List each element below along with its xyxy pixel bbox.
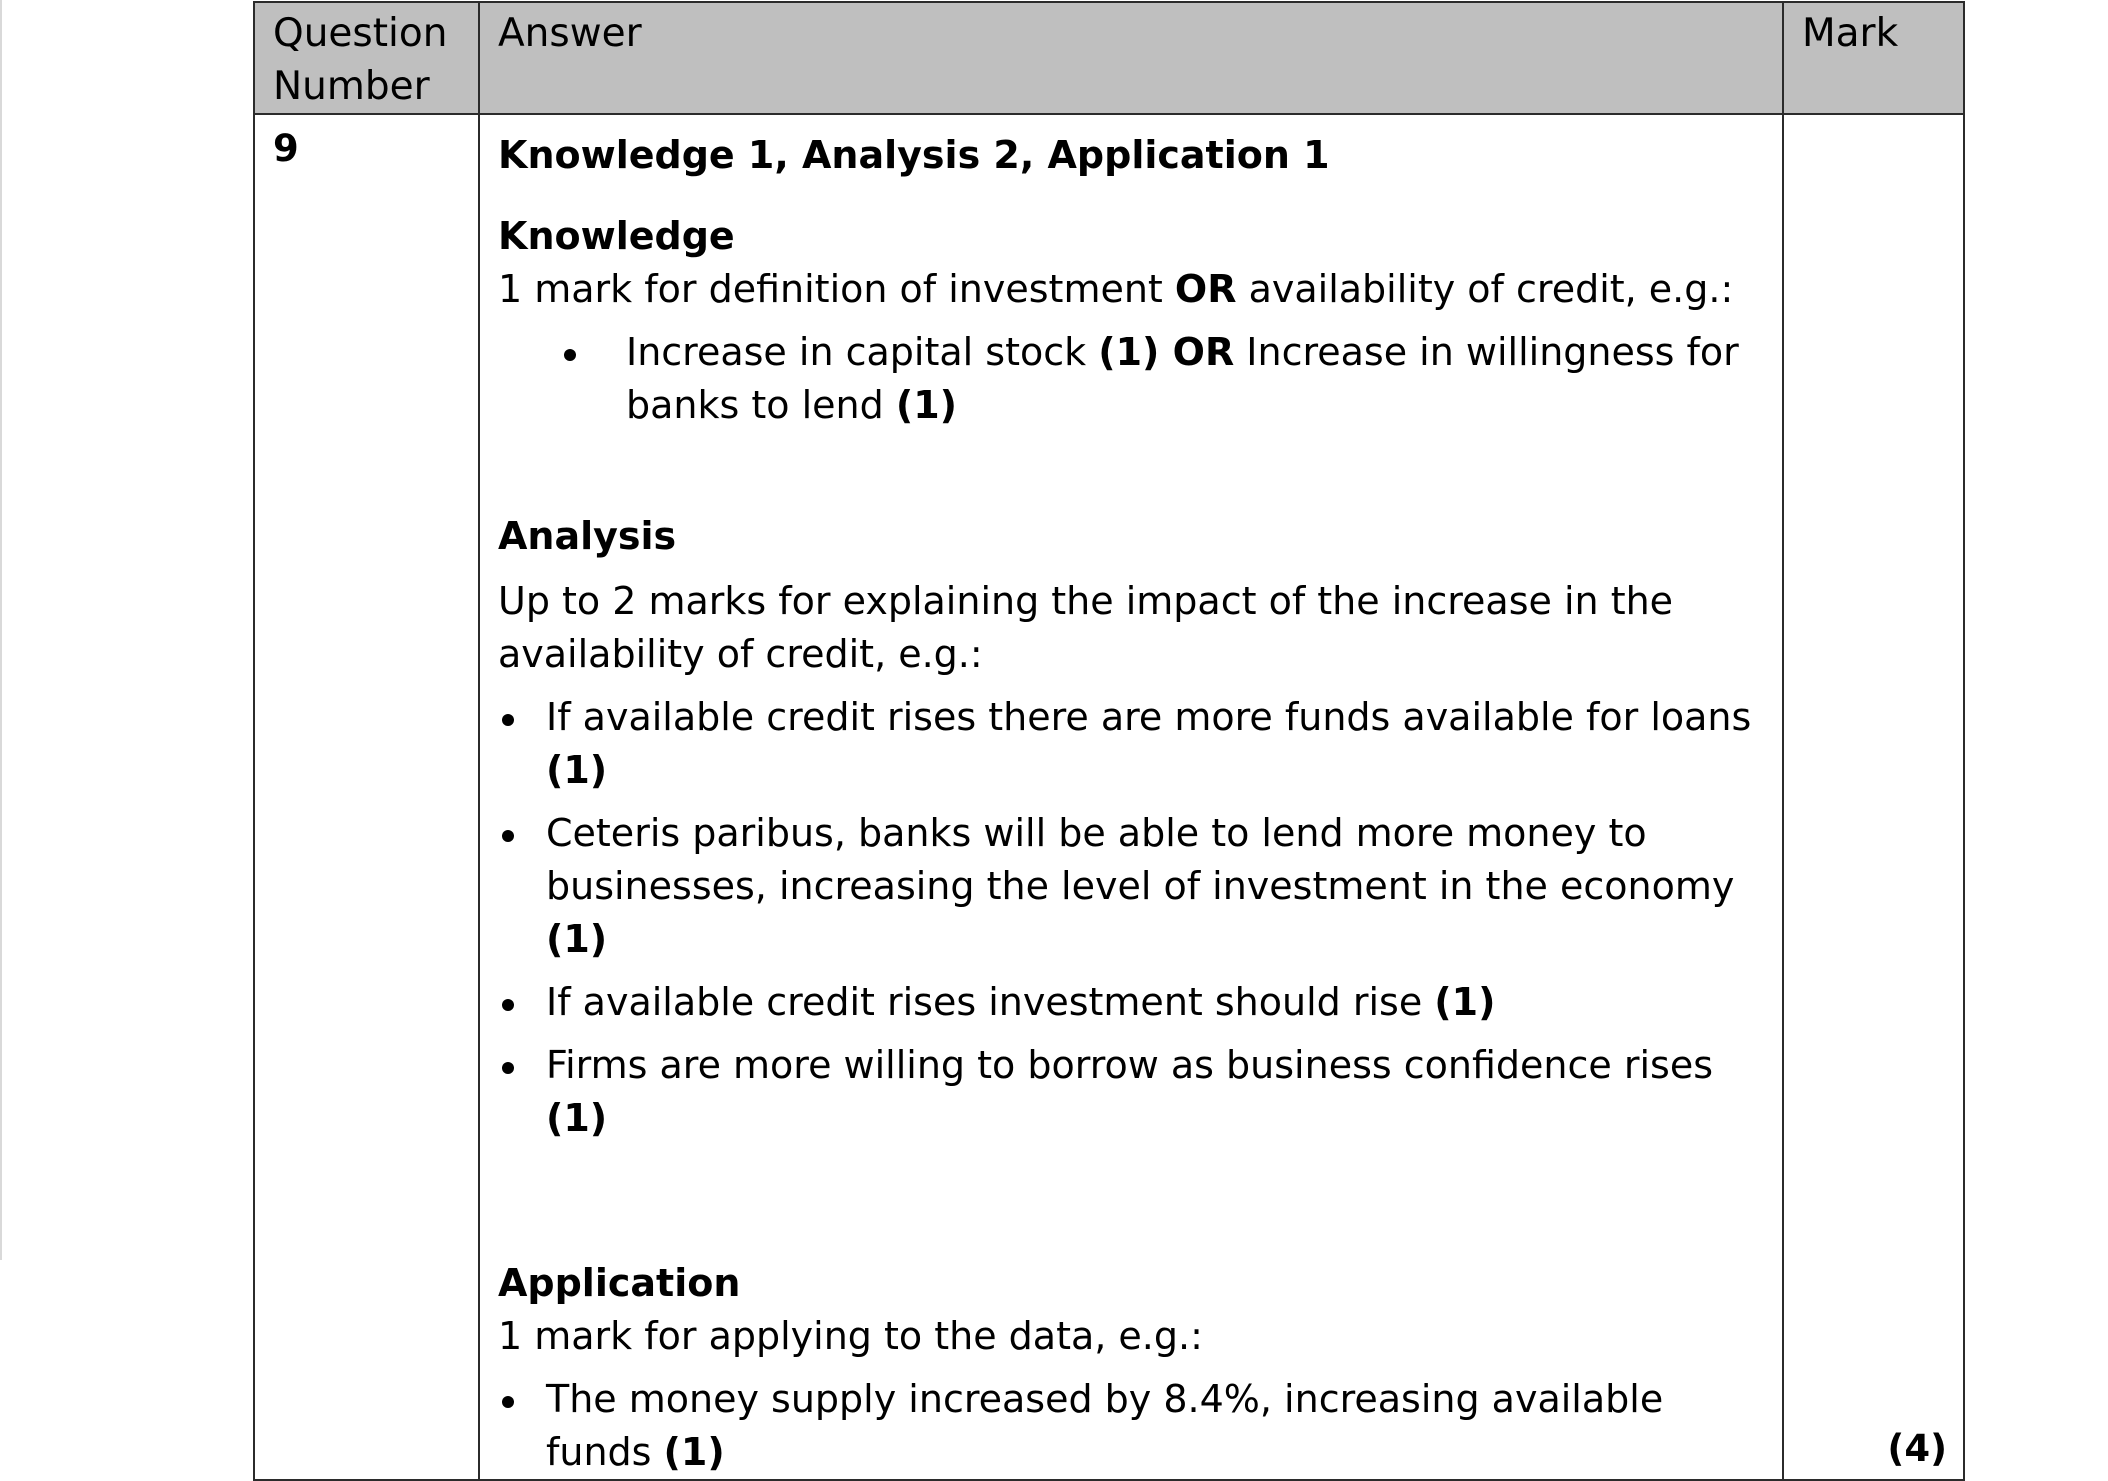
question-header-line1: Question	[273, 11, 448, 56]
answer-header-label: Answer	[498, 11, 642, 56]
knowledge-title: Knowledge	[498, 214, 735, 258]
mark-scheme-table	[253, 1, 1965, 1481]
analysis-bullet-text: Firms are more willing to borrow as business confidence rises	[546, 1043, 1713, 1087]
analysis-bullet-text: Ceteris paribus, banks will be able to lend more money to businesses, increasing the level of investment in the economy	[546, 811, 1735, 908]
analysis-bullet-mark: (1)	[546, 1096, 608, 1140]
mark-header-label: Mark	[1802, 11, 1899, 56]
analysis-bullet-mark: (1)	[1434, 980, 1496, 1024]
knowledge-bullet-part1: Increase in capital stock	[626, 330, 1099, 374]
list-item	[498, 976, 1770, 1029]
list-item	[498, 1039, 1770, 1145]
application-bullet-mark: (1)	[663, 1430, 725, 1474]
header-row	[254, 2, 1964, 114]
knowledge-intro-post: availability of credit, e.g.:	[1236, 267, 1734, 311]
analysis-bullets	[498, 691, 1770, 1145]
application-bullet-text: The money supply increased by 8.4%, increasing available funds	[546, 1377, 1664, 1474]
answer-cell	[479, 114, 1783, 1480]
list-item	[498, 326, 1770, 432]
analysis-bullet-text: If available credit rises there are more funds available for loans	[546, 695, 1752, 739]
mark-cell	[1783, 114, 1964, 1480]
analysis-bullet-mark: (1)	[546, 917, 608, 961]
answer-header	[479, 2, 1783, 114]
marks-summary: Knowledge 1, Analysis 2, Application 1	[498, 133, 1330, 177]
knowledge-bullet-mark1: (1)	[1098, 330, 1160, 374]
question-number-header	[254, 2, 479, 114]
page-left-edge	[0, 0, 2, 1260]
question-number: 9	[273, 127, 299, 170]
knowledge-bullet-mark2: (1)	[895, 383, 958, 427]
application-bullets	[498, 1373, 1770, 1479]
knowledge-bullet-part2: Increase in willingness for banks to lend	[626, 330, 1739, 427]
knowledge-bullet-or: OR	[1159, 330, 1235, 374]
application-title: Application	[498, 1261, 741, 1305]
knowledge-intro-pre: 1 mark for definition of investment	[498, 267, 1175, 311]
mark-header	[1783, 2, 1964, 114]
knowledge-bullets	[498, 326, 1770, 432]
list-item	[498, 1373, 1770, 1479]
application-intro: 1 mark for applying to the data, e.g.:	[498, 1314, 1203, 1358]
list-item	[498, 807, 1770, 966]
analysis-title: Analysis	[498, 514, 677, 558]
list-item	[498, 691, 1770, 797]
knowledge-intro-or: OR	[1174, 267, 1237, 311]
question-header-line2: Number	[273, 64, 430, 109]
analysis-bullet-mark: (1)	[546, 748, 608, 792]
question-number-cell	[254, 114, 479, 1480]
question-row	[254, 114, 1964, 1480]
analysis-intro: Up to 2 marks for explaining the impact of the increase in the availability of credit, e.g.:	[498, 579, 1674, 676]
mark-total: (4)	[1887, 1427, 1947, 1470]
analysis-bullet-text: If available credit rises investment should rise	[546, 980, 1435, 1024]
knowledge-intro	[498, 263, 1770, 316]
